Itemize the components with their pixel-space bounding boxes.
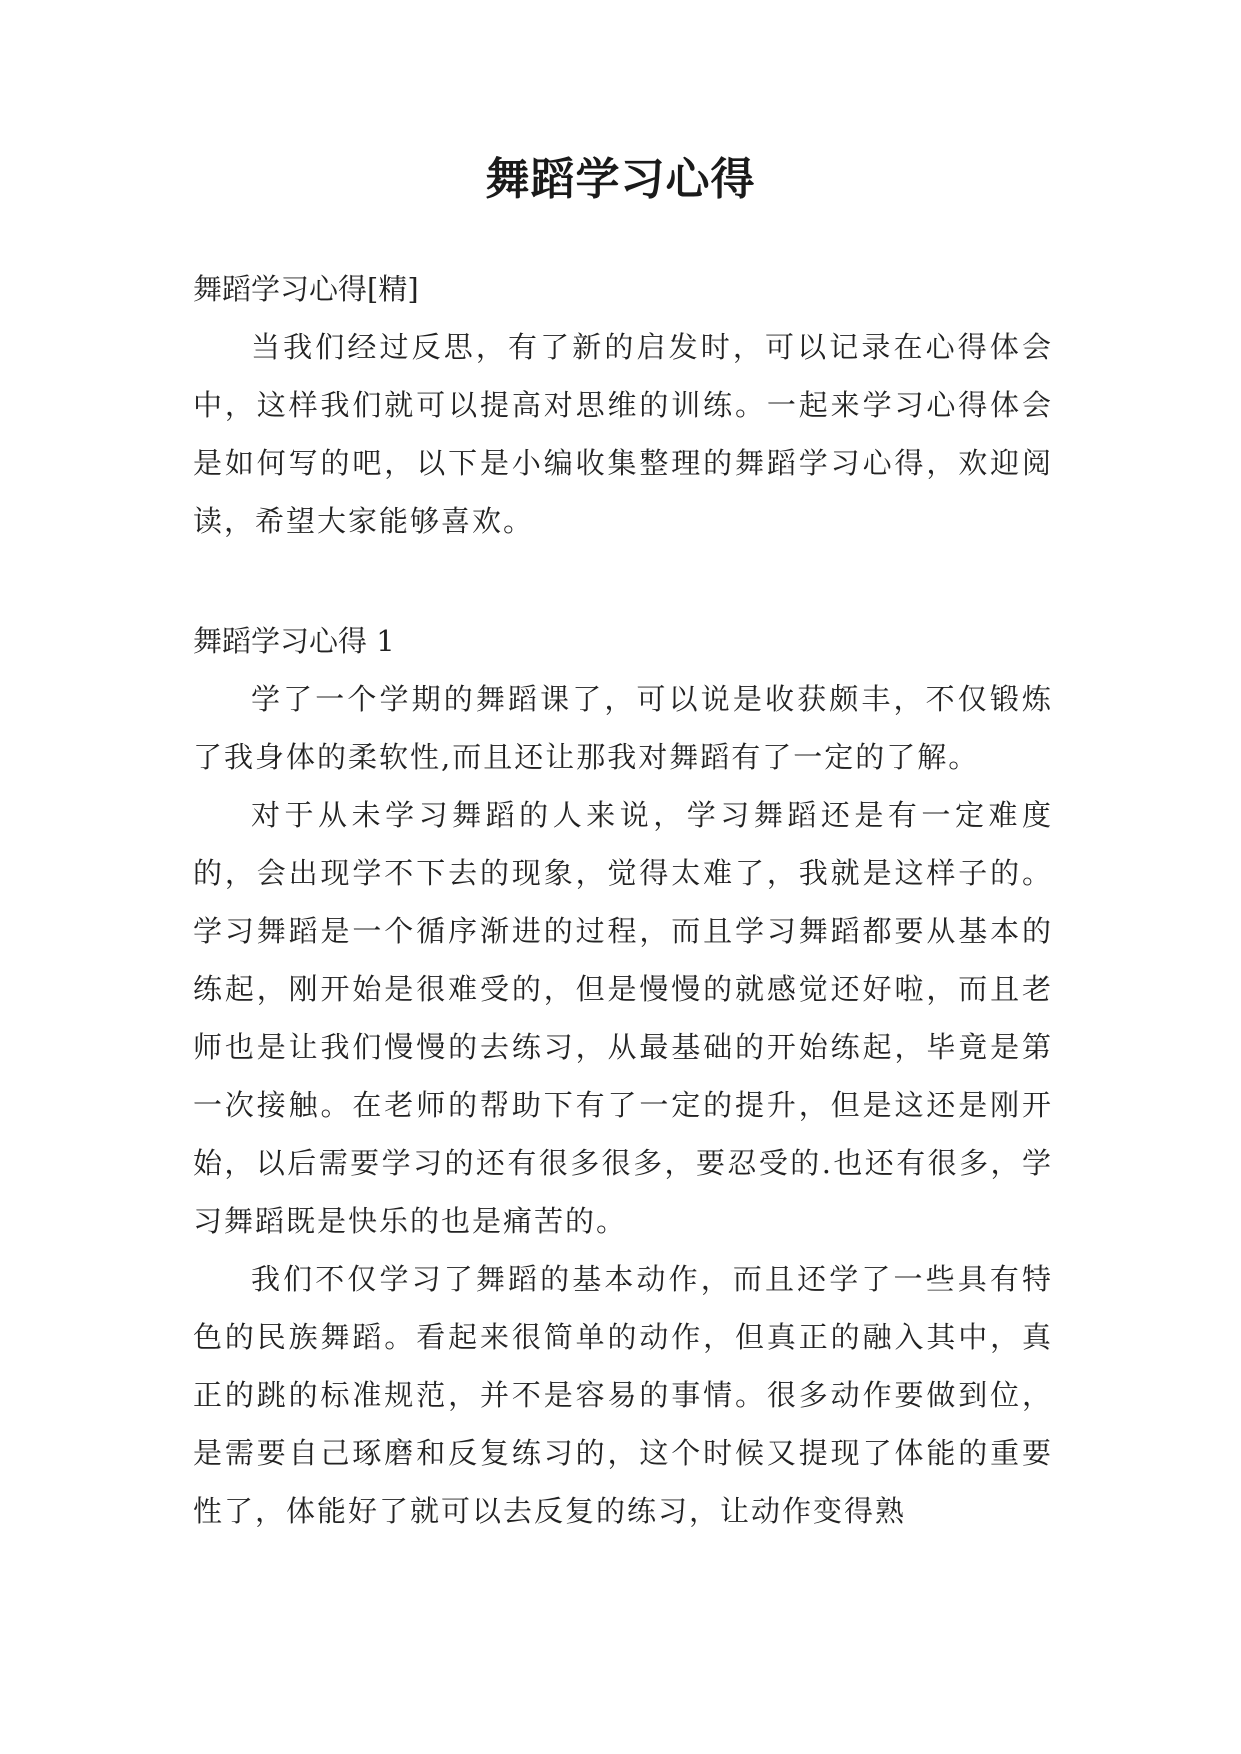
body-paragraph: 学了一个学期的舞蹈课了，可以说是收获颇丰，不仅锻炼了我身体的柔软性,而且还让那我对舞蹈有了一定的了解。: [193, 682, 1053, 774]
body-paragraph: 对于从未学习舞蹈的人来说，学习舞蹈还是有一定难度的，会出现学不下去的现象，觉得太难了，我就是这样子的。学习舞蹈是一个循序渐进的过程，而且学习舞蹈都要从基本的练起，刚开始是很难受的，但是慢慢的就感觉还好啦，而且老师也是让我们慢慢的去练习，从最基础的开始练起，毕竟是第一次接触。在老师的帮助下有了一定的提升，但是这还是刚开始，以后需要学习的还有很多很多，要忍受的.也还有很多，学习舞蹈既是快乐的也是痛苦的。: [193, 798, 1053, 1238]
document-title: 舞蹈学习心得: [485, 154, 756, 205]
body-paragraph: 我们不仅学习了舞蹈的基本动作，而且还学了一些具有特色的民族舞蹈。看起来很简单的动作，但真正的融入其中，真正的跳的标准规范，并不是容易的事情。很多动作要做到位，是需要自己琢磨和反复练习的，这个时候又提现了体能的重要性了，体能好了就可以去反复的练习，让动作变得熟: [193, 1262, 1053, 1528]
section-heading: 舞蹈学习心得 1: [193, 624, 395, 658]
document-subtitle: 舞蹈学习心得[精]: [193, 272, 419, 306]
section-spacer: [193, 550, 1053, 612]
intro-paragraph: 当我们经过反思，有了新的启发时，可以记录在心得体会中，这样我们就可以提高对思维的训练。一起来学习心得体会是如何写的吧，以下是小编收集整理的舞蹈学习心得，欢迎阅读，希望大家能够喜欢。: [193, 330, 1053, 538]
document-body: [193, 260, 1053, 1540]
